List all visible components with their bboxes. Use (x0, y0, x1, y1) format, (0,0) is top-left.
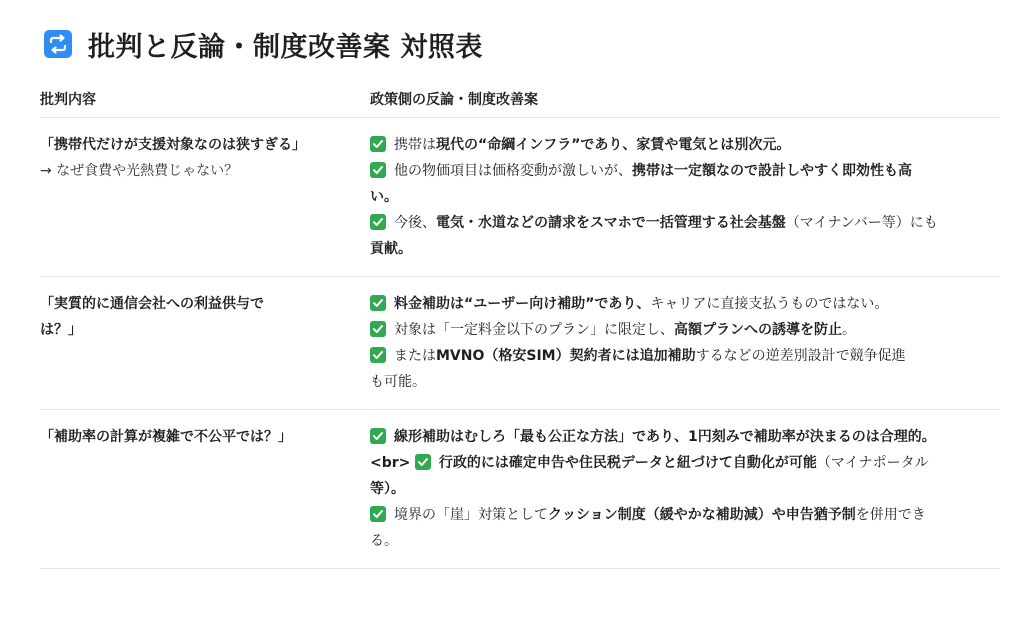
response-segment: を併用でき (855, 507, 926, 523)
critique-text: 「携帯代だけが支援対象なのは狭すぎる」 (40, 137, 306, 153)
response-item (370, 210, 1000, 236)
response-segment: 行政的には確定申告や住民税データと紐づけて自動化が可能 (438, 455, 817, 471)
response-segment: 現代の“命綱インフラ”であり、 (436, 137, 637, 153)
critique-text: 「実質的に通信会社への利益供与で (40, 296, 264, 312)
response-segment: 対象は「一定料金以下のプラン」に限定し、 (394, 322, 674, 338)
critique-cell (40, 291, 370, 395)
checkmark-icon (370, 506, 386, 522)
page-title: 批判と反論・制度改善案 対照表 (88, 31, 483, 63)
response-segment: 料金補助は (394, 296, 464, 312)
response-segment: キャリアに直接支払うものではない。 (650, 296, 889, 312)
table-row (40, 118, 1000, 277)
checkmark-icon (370, 295, 386, 311)
checkmark-icon (370, 162, 386, 178)
table-row (40, 410, 1000, 569)
response-segment: 携帯は一定額なので設計しやすく即効性も高 (632, 163, 912, 179)
response-segment: 他の物価項目は価格変動が激しいが、 (394, 163, 632, 179)
response-segment: <br> (370, 455, 411, 471)
checkmark-icon (370, 428, 386, 444)
repeat-arrows-icon (44, 30, 72, 58)
response-continuation: 等）。 (370, 481, 405, 497)
header-response: 政策側の反論・制度改善案 (370, 91, 538, 108)
response-segment: （マイナポータル (816, 455, 929, 471)
response-segment: または (394, 348, 436, 364)
response-segment: クッション制度（緩やかな補助減）や申告猶予制 (548, 507, 856, 523)
response-segment: 電気・水道などの請求をスマホで一括管理する社会基盤 (436, 215, 786, 231)
critique-text: → なぜ食費や光熱費じゃない？ (40, 163, 239, 179)
response-segment: 線形補助はむしろ「最も公正な方法」であり、1円刻みで補助率が決まるのは合理的。 (394, 429, 936, 445)
response-segment: “ユーザー向け補助”であり、 (464, 296, 651, 312)
response-cell (370, 424, 1000, 554)
response-item (370, 502, 1000, 528)
response-segment: するなどの逆差別設計で競争促進 (695, 348, 906, 364)
response-item (370, 158, 1000, 184)
response-segment: 。 (842, 322, 856, 338)
table-row (40, 277, 1000, 410)
response-continuation: る。 (370, 533, 398, 549)
response-segment: 携帯は (394, 137, 436, 153)
title-row (44, 22, 483, 66)
response-segment: MVNO（格安SIM）契約者には追加補助 (436, 348, 696, 364)
table-header (40, 80, 1000, 118)
response-segment: （マイナンバー等）にも (785, 215, 938, 231)
critique-text: 「補助率の計算が複雑で不公平では？」 (40, 429, 292, 445)
critique-cell (40, 132, 370, 262)
response-item (370, 450, 1000, 476)
response-continuation: い。 (370, 189, 398, 205)
checkmark-icon (370, 347, 386, 363)
checkmark-icon (370, 321, 386, 337)
response-item (370, 424, 1000, 450)
response-item (370, 291, 1000, 317)
response-cell (370, 291, 1000, 395)
response-segment: 境界の「崖」対策として (394, 507, 548, 523)
header-critique: 批判内容 (40, 91, 96, 108)
response-cell (370, 132, 1000, 262)
checkmark-icon (370, 136, 386, 152)
response-segment: 今後、 (394, 215, 436, 231)
response-item (370, 343, 1000, 369)
comparison-table (40, 80, 1000, 569)
response-segment: 家賃や電気とは別次元。 (636, 137, 791, 153)
response-item (370, 317, 1000, 343)
response-segment: 高額プランへの誘導を防止 (674, 322, 842, 338)
checkmark-icon (370, 214, 386, 230)
checkmark-icon (415, 454, 431, 470)
response-continuation: 貢献。 (370, 241, 412, 257)
response-item (370, 132, 1000, 158)
critique-cell (40, 424, 370, 554)
response-continuation: も可能。 (370, 374, 426, 390)
critique-text: は？」 (40, 322, 82, 338)
